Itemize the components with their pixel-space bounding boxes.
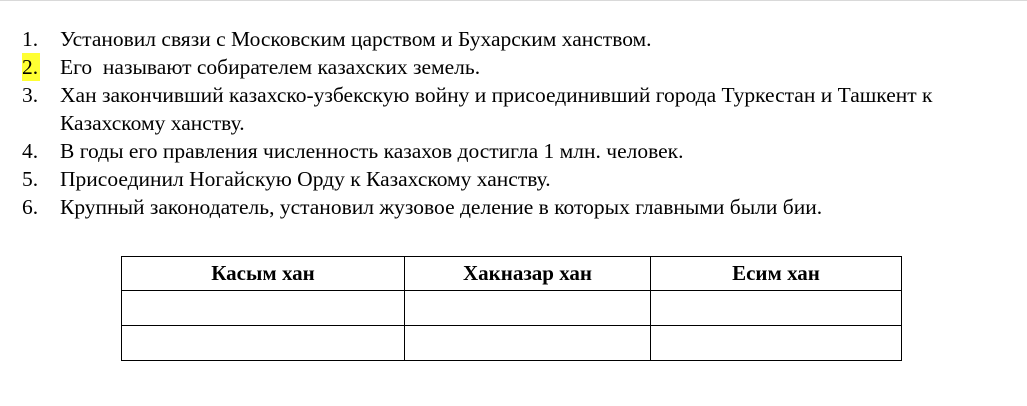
question-number: 1. [22, 27, 39, 51]
question-item [22, 193, 1022, 221]
question-text: Установил связи с Московским царством и Бухарским ханством. [60, 27, 652, 51]
question-number: 5. [22, 167, 39, 191]
table-row [122, 291, 902, 326]
table-cell[interactable] [651, 326, 902, 361]
question-number: 4. [22, 139, 39, 163]
khan-table [121, 256, 902, 361]
table-cell[interactable] [651, 291, 902, 326]
table-header-kasym-khan: Касым хан [122, 257, 405, 291]
table-header-esim-khan: Есим хан [651, 257, 902, 291]
table-cell[interactable] [122, 326, 405, 361]
table-header-row [122, 257, 902, 291]
question-item [22, 53, 1022, 81]
top-divider [0, 0, 1027, 1]
question-item [22, 165, 1022, 193]
question-text: Хан закончивший казахско-узбекскую войну и присоединивший города Туркестан и Ташкент к Казахскому ханству. [60, 83, 933, 135]
question-list [22, 25, 1022, 221]
question-number: 3. [22, 83, 39, 107]
table-cell[interactable] [405, 291, 651, 326]
question-number-highlighted [22, 53, 60, 81]
question-text: В годы его правления численность казахов достигла 1 млн. человек. [60, 139, 684, 163]
question-number: 6. [22, 195, 39, 219]
question-item [22, 81, 1022, 137]
table-cell[interactable] [122, 291, 405, 326]
question-text: Его называют собирателем казахских земель. [60, 55, 481, 79]
question-item [22, 137, 1022, 165]
question-text: Присоединил Ногайскую Орду к Казахскому ханству. [60, 167, 551, 191]
question-item [22, 25, 1022, 53]
table-cell[interactable] [405, 326, 651, 361]
table-row [122, 326, 902, 361]
highlighted-number: 2. [22, 55, 39, 79]
question-text: Крупный законодатель, установил жузовое деление в которых главными были бии. [60, 195, 823, 219]
table-header-khaknazar-khan: Хакназар хан [405, 257, 651, 291]
